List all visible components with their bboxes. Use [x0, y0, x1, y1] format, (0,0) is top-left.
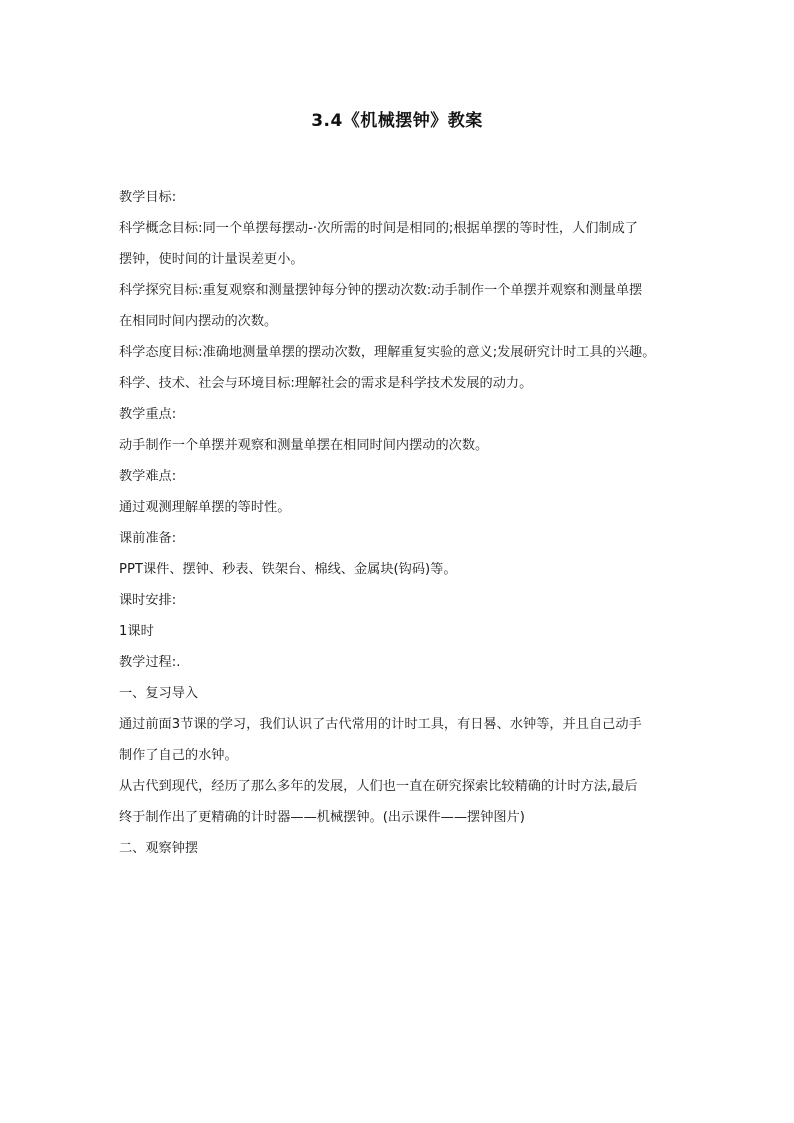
paragraph-line: 摆钟，使时间的计量误差更小。 [119, 252, 304, 267]
heading-preparation: 课前准备: [119, 531, 177, 546]
paragraph-line: 通过观测理解单摆的等时性。 [119, 500, 291, 515]
paragraph-line: 从古代到现代，经历了那么多年的发展，人们也一直在研究探索比较精确的计时方法,最后 [119, 779, 638, 794]
heading-schedule: 课时安排: [119, 593, 177, 608]
section-heading-review: 一、复习导入 [119, 686, 199, 701]
paragraph-line: 在相同时间内摆动的次数。 [119, 314, 278, 329]
paragraph-line: 动手制作一个单摆并观察和测量单摆在相同时间内摆动的次数。 [119, 438, 489, 453]
heading-key-points: 教学重点: [119, 407, 177, 422]
paragraph-line: 制作了自己的水钟。 [119, 748, 238, 763]
heading-teaching-goals: 教学目标: [119, 190, 177, 205]
paragraph-line: 科学态度目标:准确地测量单摆的摆动次数，理解重复实验的意义;发展研究计时工具的兴趣。 [119, 345, 656, 360]
document-title: 3.4《机械摆钟》教案 [311, 111, 483, 131]
paragraph-line: 科学概念目标:同一个单摆每摆动-·次所需的时间是相同的;根据单摆的等时性，人们制成了 [119, 221, 638, 236]
paragraph-line: 科学探究目标:重复观察和测量摆钟每分钟的摆动次数:动手制作一个单摆并观察和测量单摆 [119, 283, 643, 298]
heading-difficulties: 教学难点: [119, 469, 177, 484]
paragraph-line: 通过前面3节课的学习，我们认识了古代常用的计时工具，有日晷、水钟等，并且自己动手 [119, 717, 642, 732]
heading-process: 教学过程:. [119, 655, 181, 670]
paragraph-line: PPT课件、摆钟、秒表、铁架台、棉线、金属块(钩码)等。 [119, 562, 457, 577]
section-heading-observe: 二、观察钟摆 [119, 841, 199, 856]
paragraph-line: 终于制作出了更精确的计时器——机械摆钟。(出示课件——摆钟图片) [119, 810, 525, 825]
paragraph-line: 1课时 [119, 624, 154, 639]
paragraph-line: 科学、技术、社会与环境目标:理解社会的需求是科学技术发展的动力。 [119, 376, 533, 391]
document-body [119, 182, 679, 864]
